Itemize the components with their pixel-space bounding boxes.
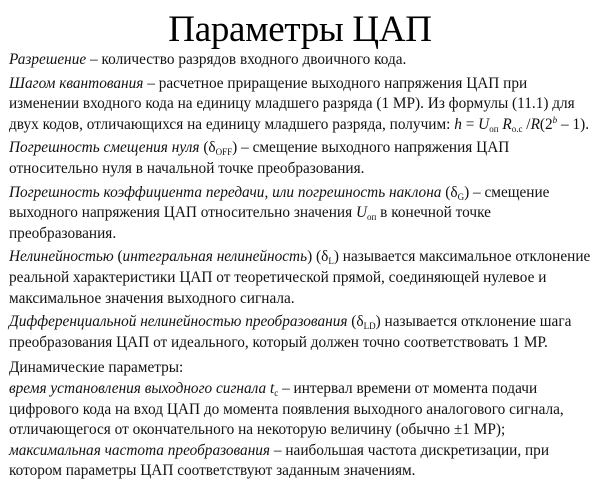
text-max-frequency: – наибольшая частота дискретизации, при котором параметры ЦАП соответствуют заданным значениям. bbox=[9, 441, 550, 480]
term-settling-time: время установления выходного сигнала bbox=[9, 379, 270, 397]
dynamic-parameters-heading: Динамические параметры: bbox=[9, 359, 184, 377]
term-diff-nonlinearity: Дифференциальной нелинейностью преобразования bbox=[9, 313, 348, 331]
text-nonlinearity: называется максимальное отклонение реальной характеристики ЦАП от теоретической прямой, соединяющей нулевое и максимальное значения выходного сигнала. bbox=[9, 248, 591, 307]
text-resolution: – количество разрядов входного двоичного кода. bbox=[86, 51, 407, 68]
term-nonlinearity: Нелинейностью bbox=[9, 248, 114, 266]
formula-step: $h = U_{оп}$ $R_{о.с}$ /R(2$^b$ – 1). bbox=[454, 114, 590, 134]
paragraph-nonlinearity: Нелинейностью (интегральная нелинейность) $(\delta_L)$ называется максимальное отклонение реальной характеристики ЦАП от теоретической прямой, соединяющей нулевое и максимальное значения выходного сигнала. bbox=[9, 248, 591, 307]
text-offset-error: – смещение выходного напряжения ЦАП относительно нуля в начальной точке преобразования. bbox=[9, 139, 510, 177]
paragraph-offset-error: Погрешность смещения нуля $(\delta_{OFF})$ – смещение выходного напряжения ЦАП относительно нуля в начальной точке преобразования. bbox=[9, 139, 510, 177]
text-settling-time: – интервал времени от момента подачи цифрового кода на вход ЦАП до момента появления выходного аналогового сигнала, отличающегося от окончательного на некоторую величину (обычно ±1 МР); bbox=[9, 379, 564, 439]
term-max-frequency: максимальная частота преобразования bbox=[9, 441, 271, 459]
text-diff-nonlinearity: называется отклонение шага преобразования ЦАП от идеального, который должен точно соответствовать 1 МР. bbox=[9, 313, 572, 351]
paragraph-resolution bbox=[9, 50, 597, 71]
term-resolution: Разрешение bbox=[9, 51, 87, 68]
paragraph-quantization-step bbox=[9, 74, 597, 136]
page-title: Параметры ЦАП bbox=[168, 9, 432, 50]
paragraph-gain-error: Погрешность коэффициента передачи, или погрешность наклона $(\delta_G)$ – смещение выходного напряжения ЦАП относительно значения $U_{оп}$ в конечной точке преобразования. bbox=[9, 183, 550, 242]
paragraph-diff-nonlinearity: Дифференциальной нелинейностью преобразования $(\delta_{LD})$ называется отклонение шага преобразования ЦАП от идеального, который должен точно соответствовать 1 МР. bbox=[9, 313, 572, 351]
document-body bbox=[9, 50, 597, 482]
term-quantization-step: Шагом квантования bbox=[9, 74, 144, 92]
term-offset-error: Погрешность смещения нуля bbox=[9, 139, 200, 157]
paragraph-settling-time: время установления выходного сигнала $t_c$ – интервал времени от момента подачи цифрового кода на вход ЦАП до момента появления выходного аналогового сигнала, отличающегося от окончательного на некоторую величину (обычно ±1 МР); bbox=[9, 379, 564, 439]
paragraph-max-frequency bbox=[9, 441, 597, 482]
text-quantization-step: – расчетное приращение выходного напряжения ЦАП при изменении входного кода на единицу младшего разряда (1 МР). Из формулы (11.1) для двух кодов, отличающихся на единицу младшего разряда, получим: bbox=[9, 74, 575, 133]
term-gain-error: Погрешность коэффициента передачи, или погрешность наклона bbox=[9, 183, 442, 201]
